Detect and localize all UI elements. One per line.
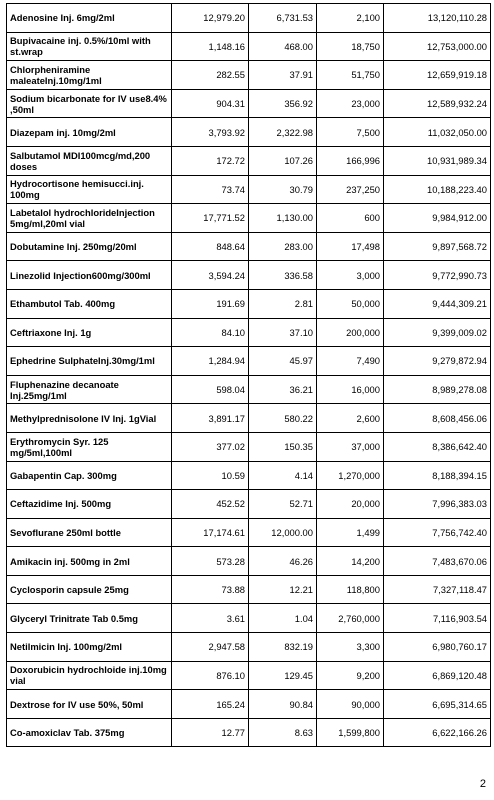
unit-cost-cell: 17,771.52 <box>172 204 249 233</box>
total-cost-cell: 7,483,670.06 <box>384 547 491 576</box>
secondary-cost-cell: 1,130.00 <box>249 204 317 233</box>
unit-cost-cell: 573.28 <box>172 547 249 576</box>
unit-cost-cell: 73.88 <box>172 575 249 604</box>
table-row <box>7 175 491 204</box>
drug-description-cell: Bupivacaine inj. 0.5%/10ml with st.wrap <box>7 32 172 61</box>
total-cost-cell: 9,772,990.73 <box>384 261 491 290</box>
unit-cost-cell: 904.31 <box>172 89 249 118</box>
total-cost-cell: 7,327,118.47 <box>384 575 491 604</box>
total-cost-cell: 10,931,989.34 <box>384 146 491 175</box>
secondary-cost-cell: 36.21 <box>249 375 317 404</box>
total-cost-cell: 9,279,872.94 <box>384 347 491 376</box>
table-row <box>7 289 491 318</box>
quantity-cell: 51,750 <box>317 61 384 90</box>
table-row <box>7 404 491 433</box>
unit-cost-cell: 598.04 <box>172 375 249 404</box>
unit-cost-cell: 282.55 <box>172 61 249 90</box>
unit-cost-cell: 876.10 <box>172 661 249 690</box>
table-row <box>7 4 491 33</box>
quantity-cell: 17,498 <box>317 232 384 261</box>
drug-description-cell: Cyclosporin capsule 25mg <box>7 575 172 604</box>
table-row <box>7 232 491 261</box>
secondary-cost-cell: 129.45 <box>249 661 317 690</box>
total-cost-cell: 8,386,642.40 <box>384 432 491 461</box>
total-cost-cell: 7,996,383.03 <box>384 490 491 519</box>
total-cost-cell: 7,756,742.40 <box>384 518 491 547</box>
unit-cost-cell: 3,594.24 <box>172 261 249 290</box>
total-cost-cell: 6,695,314.65 <box>384 690 491 719</box>
page-number: 2 <box>479 778 486 790</box>
secondary-cost-cell: 150.35 <box>249 432 317 461</box>
unit-cost-cell: 17,174.61 <box>172 518 249 547</box>
secondary-cost-cell: 46.26 <box>249 547 317 576</box>
drug-description-cell: Salbutamol MDI100mcg/md,200 doses <box>7 146 172 175</box>
table-row <box>7 547 491 576</box>
unit-cost-cell: 12,979.20 <box>172 4 249 33</box>
unit-cost-cell: 191.69 <box>172 289 249 318</box>
unit-cost-cell: 12.77 <box>172 718 249 747</box>
total-cost-cell: 6,869,120.48 <box>384 661 491 690</box>
quantity-cell: 2,100 <box>317 4 384 33</box>
drug-description-cell: Dextrose for IV use 50%, 50ml <box>7 690 172 719</box>
table-row <box>7 718 491 747</box>
table-row <box>7 461 491 490</box>
table-row <box>7 690 491 719</box>
quantity-cell: 1,499 <box>317 518 384 547</box>
quantity-cell: 7,490 <box>317 347 384 376</box>
drug-description-cell: Sevoflurane 250ml bottle <box>7 518 172 547</box>
total-cost-cell: 6,622,166.26 <box>384 718 491 747</box>
table-row <box>7 633 491 662</box>
table-row <box>7 375 491 404</box>
unit-cost-cell: 73.74 <box>172 175 249 204</box>
total-cost-cell: 9,399,009.02 <box>384 318 491 347</box>
drug-description-cell: Sodium bicarbonate for IV use8.4% ,50ml <box>7 89 172 118</box>
unit-cost-cell: 848.64 <box>172 232 249 261</box>
unit-cost-cell: 3,891.17 <box>172 404 249 433</box>
drug-description-cell: Linezolid Injection600mg/300ml <box>7 261 172 290</box>
unit-cost-cell: 2,947.58 <box>172 633 249 662</box>
drug-description-cell: Hydrocortisone hemisucci.inj. 100mg <box>7 175 172 204</box>
drug-description-cell: Ceftazidime Inj. 500mg <box>7 490 172 519</box>
table-row <box>7 204 491 233</box>
unit-cost-cell: 84.10 <box>172 318 249 347</box>
total-cost-cell: 10,188,223.40 <box>384 175 491 204</box>
secondary-cost-cell: 1.04 <box>249 604 317 633</box>
quantity-cell: 7,500 <box>317 118 384 147</box>
unit-cost-cell: 10.59 <box>172 461 249 490</box>
unit-cost-cell: 172.72 <box>172 146 249 175</box>
total-cost-cell: 8,989,278.08 <box>384 375 491 404</box>
table-row <box>7 575 491 604</box>
secondary-cost-cell: 30.79 <box>249 175 317 204</box>
drug-description-cell: Ethambutol Tab. 400mg <box>7 289 172 318</box>
unit-cost-cell: 165.24 <box>172 690 249 719</box>
quantity-cell: 3,300 <box>317 633 384 662</box>
table-row <box>7 318 491 347</box>
quantity-cell: 118,800 <box>317 575 384 604</box>
drug-description-cell: Chlorpheniramine maleateInj.10mg/1ml <box>7 61 172 90</box>
table-row <box>7 261 491 290</box>
quantity-cell: 18,750 <box>317 32 384 61</box>
drug-description-cell: Diazepam inj. 10mg/2ml <box>7 118 172 147</box>
secondary-cost-cell: 4.14 <box>249 461 317 490</box>
drug-description-cell: Erythromycin Syr. 125 mg/5ml,100ml <box>7 432 172 461</box>
table-row <box>7 118 491 147</box>
unit-cost-cell: 377.02 <box>172 432 249 461</box>
quantity-cell: 166,996 <box>317 146 384 175</box>
drug-description-cell: Ephedrine SulphateInj.30mg/1ml <box>7 347 172 376</box>
quantity-cell: 2,760,000 <box>317 604 384 633</box>
secondary-cost-cell: 336.58 <box>249 261 317 290</box>
drug-description-cell: Co-amoxiclav Tab. 375mg <box>7 718 172 747</box>
secondary-cost-cell: 8.63 <box>249 718 317 747</box>
drug-description-cell: Methylprednisolone IV Inj. 1gVial <box>7 404 172 433</box>
table-row <box>7 347 491 376</box>
secondary-cost-cell: 356.92 <box>249 89 317 118</box>
secondary-cost-cell: 12,000.00 <box>249 518 317 547</box>
quantity-cell: 14,200 <box>317 547 384 576</box>
quantity-cell: 3,000 <box>317 261 384 290</box>
quantity-cell: 9,200 <box>317 661 384 690</box>
table-body <box>7 4 491 747</box>
table-row <box>7 661 491 690</box>
unit-cost-cell: 3.61 <box>172 604 249 633</box>
secondary-cost-cell: 12.21 <box>249 575 317 604</box>
secondary-cost-cell: 468.00 <box>249 32 317 61</box>
quantity-cell: 600 <box>317 204 384 233</box>
quantity-cell: 50,000 <box>317 289 384 318</box>
secondary-cost-cell: 37.10 <box>249 318 317 347</box>
table-row <box>7 518 491 547</box>
drug-description-cell: Doxorubicin hydrochloide inj.10mg vial <box>7 661 172 690</box>
drug-description-cell: Glyceryl Trinitrate Tab 0.5mg <box>7 604 172 633</box>
secondary-cost-cell: 107.26 <box>249 146 317 175</box>
table-row <box>7 146 491 175</box>
total-cost-cell: 8,608,456.06 <box>384 404 491 433</box>
table-row <box>7 89 491 118</box>
quantity-cell: 90,000 <box>317 690 384 719</box>
drug-description-cell: Dobutamine Inj. 250mg/20ml <box>7 232 172 261</box>
table-row <box>7 61 491 90</box>
total-cost-cell: 11,032,050.00 <box>384 118 491 147</box>
secondary-cost-cell: 6,731.53 <box>249 4 317 33</box>
secondary-cost-cell: 2,322.98 <box>249 118 317 147</box>
secondary-cost-cell: 283.00 <box>249 232 317 261</box>
unit-cost-cell: 3,793.92 <box>172 118 249 147</box>
drug-cost-table <box>6 3 491 747</box>
secondary-cost-cell: 832.19 <box>249 633 317 662</box>
total-cost-cell: 9,897,568.72 <box>384 232 491 261</box>
secondary-cost-cell: 580.22 <box>249 404 317 433</box>
unit-cost-cell: 452.52 <box>172 490 249 519</box>
quantity-cell: 20,000 <box>317 490 384 519</box>
drug-description-cell: Gabapentin Cap. 300mg <box>7 461 172 490</box>
drug-description-cell: Adenosine Inj. 6mg/2ml <box>7 4 172 33</box>
quantity-cell: 200,000 <box>317 318 384 347</box>
total-cost-cell: 12,753,000.00 <box>384 32 491 61</box>
quantity-cell: 1,270,000 <box>317 461 384 490</box>
drug-description-cell: Amikacin inj. 500mg in 2ml <box>7 547 172 576</box>
quantity-cell: 16,000 <box>317 375 384 404</box>
total-cost-cell: 12,589,932.24 <box>384 89 491 118</box>
secondary-cost-cell: 90.84 <box>249 690 317 719</box>
drug-description-cell: Ceftriaxone Inj. 1g <box>7 318 172 347</box>
total-cost-cell: 9,984,912.00 <box>384 204 491 233</box>
quantity-cell: 2,600 <box>317 404 384 433</box>
total-cost-cell: 13,120,110.28 <box>384 4 491 33</box>
secondary-cost-cell: 45.97 <box>249 347 317 376</box>
drug-description-cell: Labetalol hydrochlorideInjection 5mg/ml,20ml vial <box>7 204 172 233</box>
quantity-cell: 23,000 <box>317 89 384 118</box>
total-cost-cell: 12,659,919.18 <box>384 61 491 90</box>
drug-description-cell: Netilmicin Inj. 100mg/2ml <box>7 633 172 662</box>
secondary-cost-cell: 2.81 <box>249 289 317 318</box>
total-cost-cell: 7,116,903.54 <box>384 604 491 633</box>
drug-description-cell: Fluphenazine decanoate Inj.25mg/1ml <box>7 375 172 404</box>
secondary-cost-cell: 52.71 <box>249 490 317 519</box>
unit-cost-cell: 1,284.94 <box>172 347 249 376</box>
table-row <box>7 432 491 461</box>
total-cost-cell: 9,444,309.21 <box>384 289 491 318</box>
secondary-cost-cell: 37.91 <box>249 61 317 90</box>
unit-cost-cell: 1,148.16 <box>172 32 249 61</box>
table-row <box>7 604 491 633</box>
quantity-cell: 1,599,800 <box>317 718 384 747</box>
quantity-cell: 37,000 <box>317 432 384 461</box>
total-cost-cell: 8,188,394.15 <box>384 461 491 490</box>
quantity-cell: 237,250 <box>317 175 384 204</box>
total-cost-cell: 6,980,760.17 <box>384 633 491 662</box>
table-row <box>7 490 491 519</box>
table-row <box>7 32 491 61</box>
